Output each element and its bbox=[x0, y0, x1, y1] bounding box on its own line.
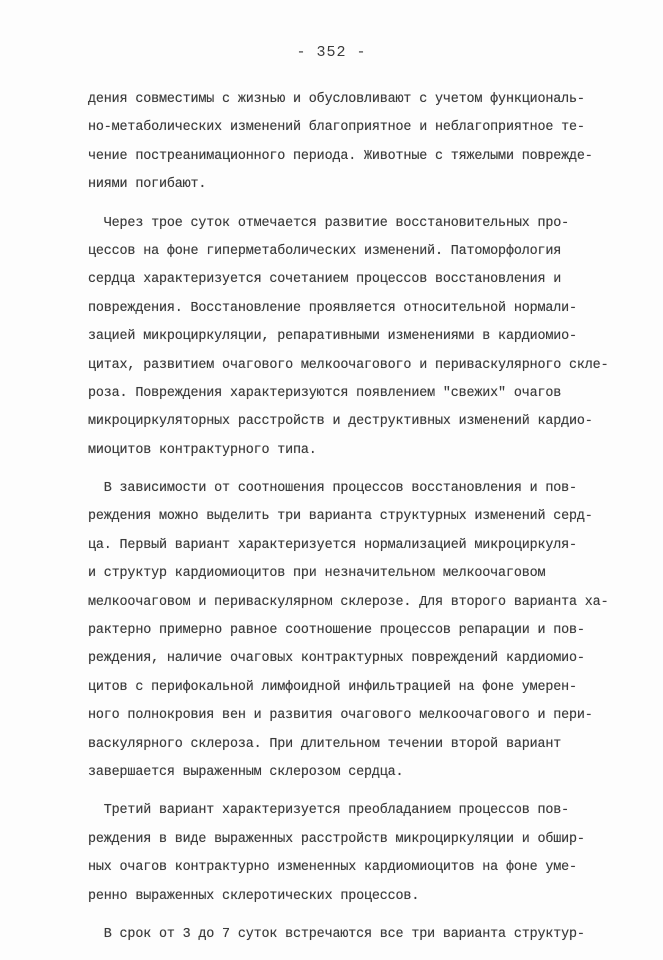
paragraph-gap bbox=[88, 911, 608, 921]
paragraph-gap bbox=[88, 787, 608, 797]
paragraph-5 bbox=[88, 921, 608, 949]
text-line: мелкоочаговом и периваскулярном склерозе. Для второго варианта ха- bbox=[88, 594, 609, 610]
text-line: ных очагов контрактурно измененных кардиомиоцитов на фоне уме- bbox=[88, 860, 577, 876]
paragraph-3 bbox=[88, 475, 608, 787]
text-line: В срок от 3 до 7 суток встречаются все три варианта структур- bbox=[88, 926, 585, 942]
text-line: микроциркуляторных расстройств и деструктивных изменений кардио- bbox=[88, 414, 593, 430]
text-line: рактерно примерно равное соотношение процессов репарации и пов- bbox=[88, 623, 585, 639]
text-line: и структур кардиомиоцитов при незначительном мелкоочаговом bbox=[88, 566, 546, 582]
text-line: дения совместимы с жизнью и обусловливают с учетом функциональ- bbox=[88, 92, 585, 107]
paragraph-4 bbox=[88, 797, 608, 911]
paragraph-gap bbox=[88, 200, 608, 210]
text-line: цитах, развитием очагового мелкоочагового и периваскулярного скле- bbox=[88, 357, 609, 373]
text-line: зацией микроциркуляции, репаративными изменениями в кардиомио- bbox=[88, 329, 577, 345]
text-line: реждения, наличие очаговых контрактурных повреждений кардиомио- bbox=[88, 651, 585, 667]
text-line: повреждения. Восстановление проявляется относительной нормали- bbox=[88, 300, 577, 316]
paragraph-gap bbox=[88, 465, 608, 475]
page-number: - 352 - bbox=[296, 44, 367, 61]
text-line: цитов с перифокальной лимфоидной инфильтрацией на фоне умерен- bbox=[88, 679, 577, 695]
text-line: ного полнокровия вен и развития очагового мелкоочагового и пери- bbox=[88, 708, 593, 724]
text-line: реждения можно выделить три варианта структурных изменений серд- bbox=[88, 509, 593, 525]
text-line: цессов на фоне гиперметаболических изменений. Патоморфология bbox=[88, 243, 562, 259]
text-line: реждения в виде выраженных расстройств микроциркуляции и обшир- bbox=[88, 831, 585, 847]
text-line: В зависимости от соотношения процессов восстановления и пов- bbox=[88, 481, 577, 497]
paragraph-1 bbox=[88, 86, 608, 200]
text-line: Третий вариант характеризуется преобладанием процессов пов- bbox=[88, 803, 570, 819]
text-line: роза. Повреждения характеризуются появлением "свежих" очагов bbox=[88, 385, 562, 401]
text-line: завершается выраженным склерозом сердца. bbox=[88, 764, 404, 780]
paragraph-2 bbox=[88, 210, 608, 466]
text-line: сердца характеризуется сочетанием процессов восстановления и bbox=[88, 272, 562, 288]
text-line: чение постреанимационного периода. Животные с тяжелыми поврежде- bbox=[88, 148, 593, 164]
text-line: ренно выраженных склеротических процессов. bbox=[88, 888, 420, 904]
text-line: ниями погибают. bbox=[88, 177, 207, 193]
text-line: васкулярного склероза. При длительном течении второй вариант bbox=[88, 736, 562, 752]
text-line: ца. Первый вариант характеризуется нормализацией микроциркуля- bbox=[88, 537, 577, 553]
text-line: миоцитов контрактурного типа. bbox=[88, 442, 317, 458]
text-line: но-метаболических изменений благоприятное и неблагоприятное те- bbox=[88, 120, 585, 136]
text-line: Через трое суток отмечается развитие восстановительных про- bbox=[88, 215, 570, 231]
body-text bbox=[88, 86, 608, 949]
